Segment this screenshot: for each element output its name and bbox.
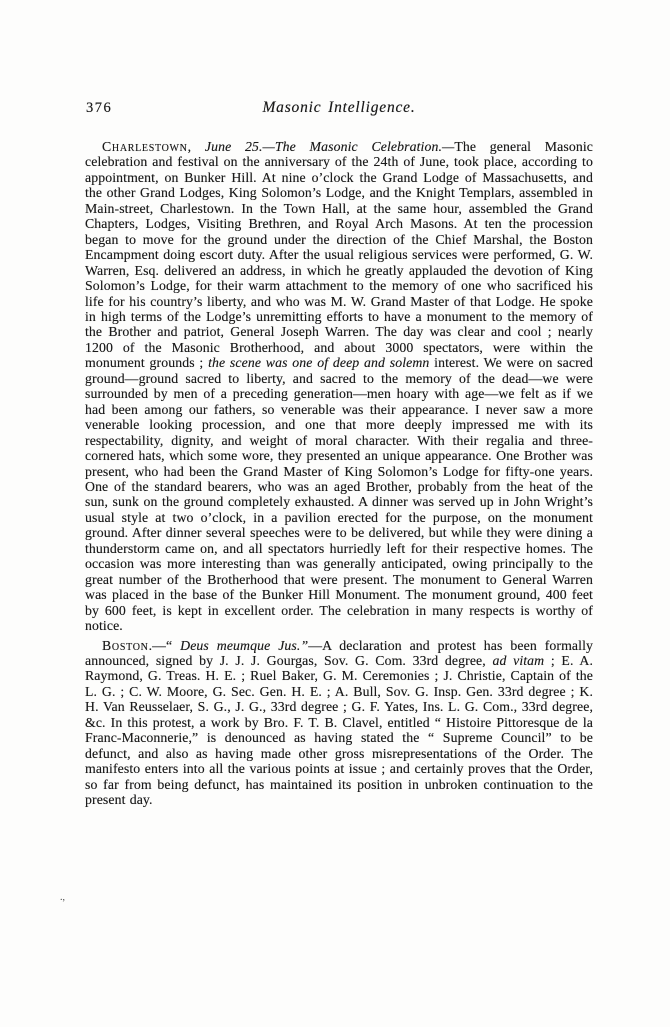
running-head bbox=[85, 99, 593, 119]
text-block bbox=[85, 99, 593, 807]
text-run: June 25.—The Masonic Celebration.— bbox=[204, 139, 455, 154]
text-run: , bbox=[187, 139, 205, 154]
text-run: Deus meumque Jus.” bbox=[180, 637, 309, 653]
text-run: .—“ bbox=[148, 637, 181, 653]
text-run: —A declaration and protest has been formally announced, signed by J. J. J. Gourgas, Sov. G. Com. 33rd degree, bbox=[85, 637, 594, 668]
text-run: the scene was one of deep and solemn bbox=[208, 355, 430, 371]
margin-ink-artifact: ., bbox=[60, 892, 65, 903]
paragraph bbox=[85, 638, 593, 808]
text-run: The general Masonic celebration and festival on the anniversary of the 24th of June, took place, according to appointment, on Bunker Hill. At nine o’clock the Grand Lodge of Massachusetts, and the other Grand Lodges, King Solomon’s Lodge, and the Knight Templars, assembled in Main-street, Charlestown. In the Town Hall, at the same hour, assembled the Grand Chapters, Lodges, Visiting Brethren, and Royal Arch Masons. At ten the procession began to move for the ground under the direction of the Chief Marshal, the Boston Encampment doing escort duty. After the usual religious services were performed, G. W. Warren, Esq. delivered an address, in which he greatly applauded the devotion of King Solomon’s Lodge, for their warm attachment to the memory of one who sacrificed his life for his country’s liberty, and who was M. W. Grand Master of that Lodge. He spoke in high terms of the Lodge’s unremitting efforts to have a monument to the memory of the Brother and patriot, General Joseph Warren. The day was clear and cool ; nearly 1200 of the Masonic Brotherhood, and about 3000 spectators, were within the monument grounds ; bbox=[85, 139, 593, 371]
text-run: Charlestown bbox=[102, 139, 188, 154]
page-number: 376 bbox=[86, 100, 113, 116]
article-body bbox=[85, 139, 593, 807]
paragraph bbox=[85, 139, 593, 634]
running-title: Masonic Intelligence. bbox=[262, 99, 416, 116]
text-run: ; E. A. Raymond, G. Treas. H. E. ; Ruel Baker, G. M. Ceremonies ; J. Christie, Captain of the L. G. ; C. W. Moore, G. Sec. Gen. H. E. ; A. Bull, Sov. G. Insp. Gen. 33rd degree ; K. H. Van Reusselaer, S. G., J. G., 33rd degree ; G. F. Yates, Ins. L. G. Com., 33rd degree, &c. In this protest, a work by Bro. F. T. B. Clavel, entitled “ Histoire Pittoresque de la Franc-Maconnerie,” is denounced as having stated the “ Supreme Council” to be defunct, and also as having made other gross misrepresentations of the Order. The manifesto enters into all the various points at issue ; and certainly proves that the Order, so far from being defunct, has maintained its position in unbroken continuation to the present day. bbox=[85, 652, 593, 808]
text-run: Boston bbox=[102, 637, 149, 653]
text-run: interest. We were on sacred ground—ground sacred to liberty, and sacred to the memory of the dead—we were surrounded by men of a preceding generation—men hoary with age—we felt as if we had been among our fathers, so venerable was their appearance. I never saw a more venerable looking procession, and one that more deeply impressed me with its respectability, dignity, and weight of moral character. With their regalia and three-cornered hats, which some wore, they presented an unique appearance. One Brother was present, who had been the Grand Master of King Solomon’s Lodge for fifty-one years. One of the standard bearers, who was an aged Brother, probably from the heat of the sun, sunk on the ground completely exhausted. A dinner was served up in John Wright’s usual style at two o’clock, in a pavilion erected for the purpose, on the monument ground. After dinner several speeches were to be delivered, but while they were dining a thunderstorm came on, and all spectators hurriedly left for their respective homes. The occasion was more interesting than was generally anticipated, owing principally to the great number of the Brotherhood that were present. The monument to General Warren was placed in the base of the Bunker Hill Monument. The monument ground, 400 feet by 600 feet, is kept in excellent order. The celebration in many respects is worthy of notice. bbox=[85, 355, 594, 634]
text-run: ad vitam bbox=[492, 652, 545, 668]
